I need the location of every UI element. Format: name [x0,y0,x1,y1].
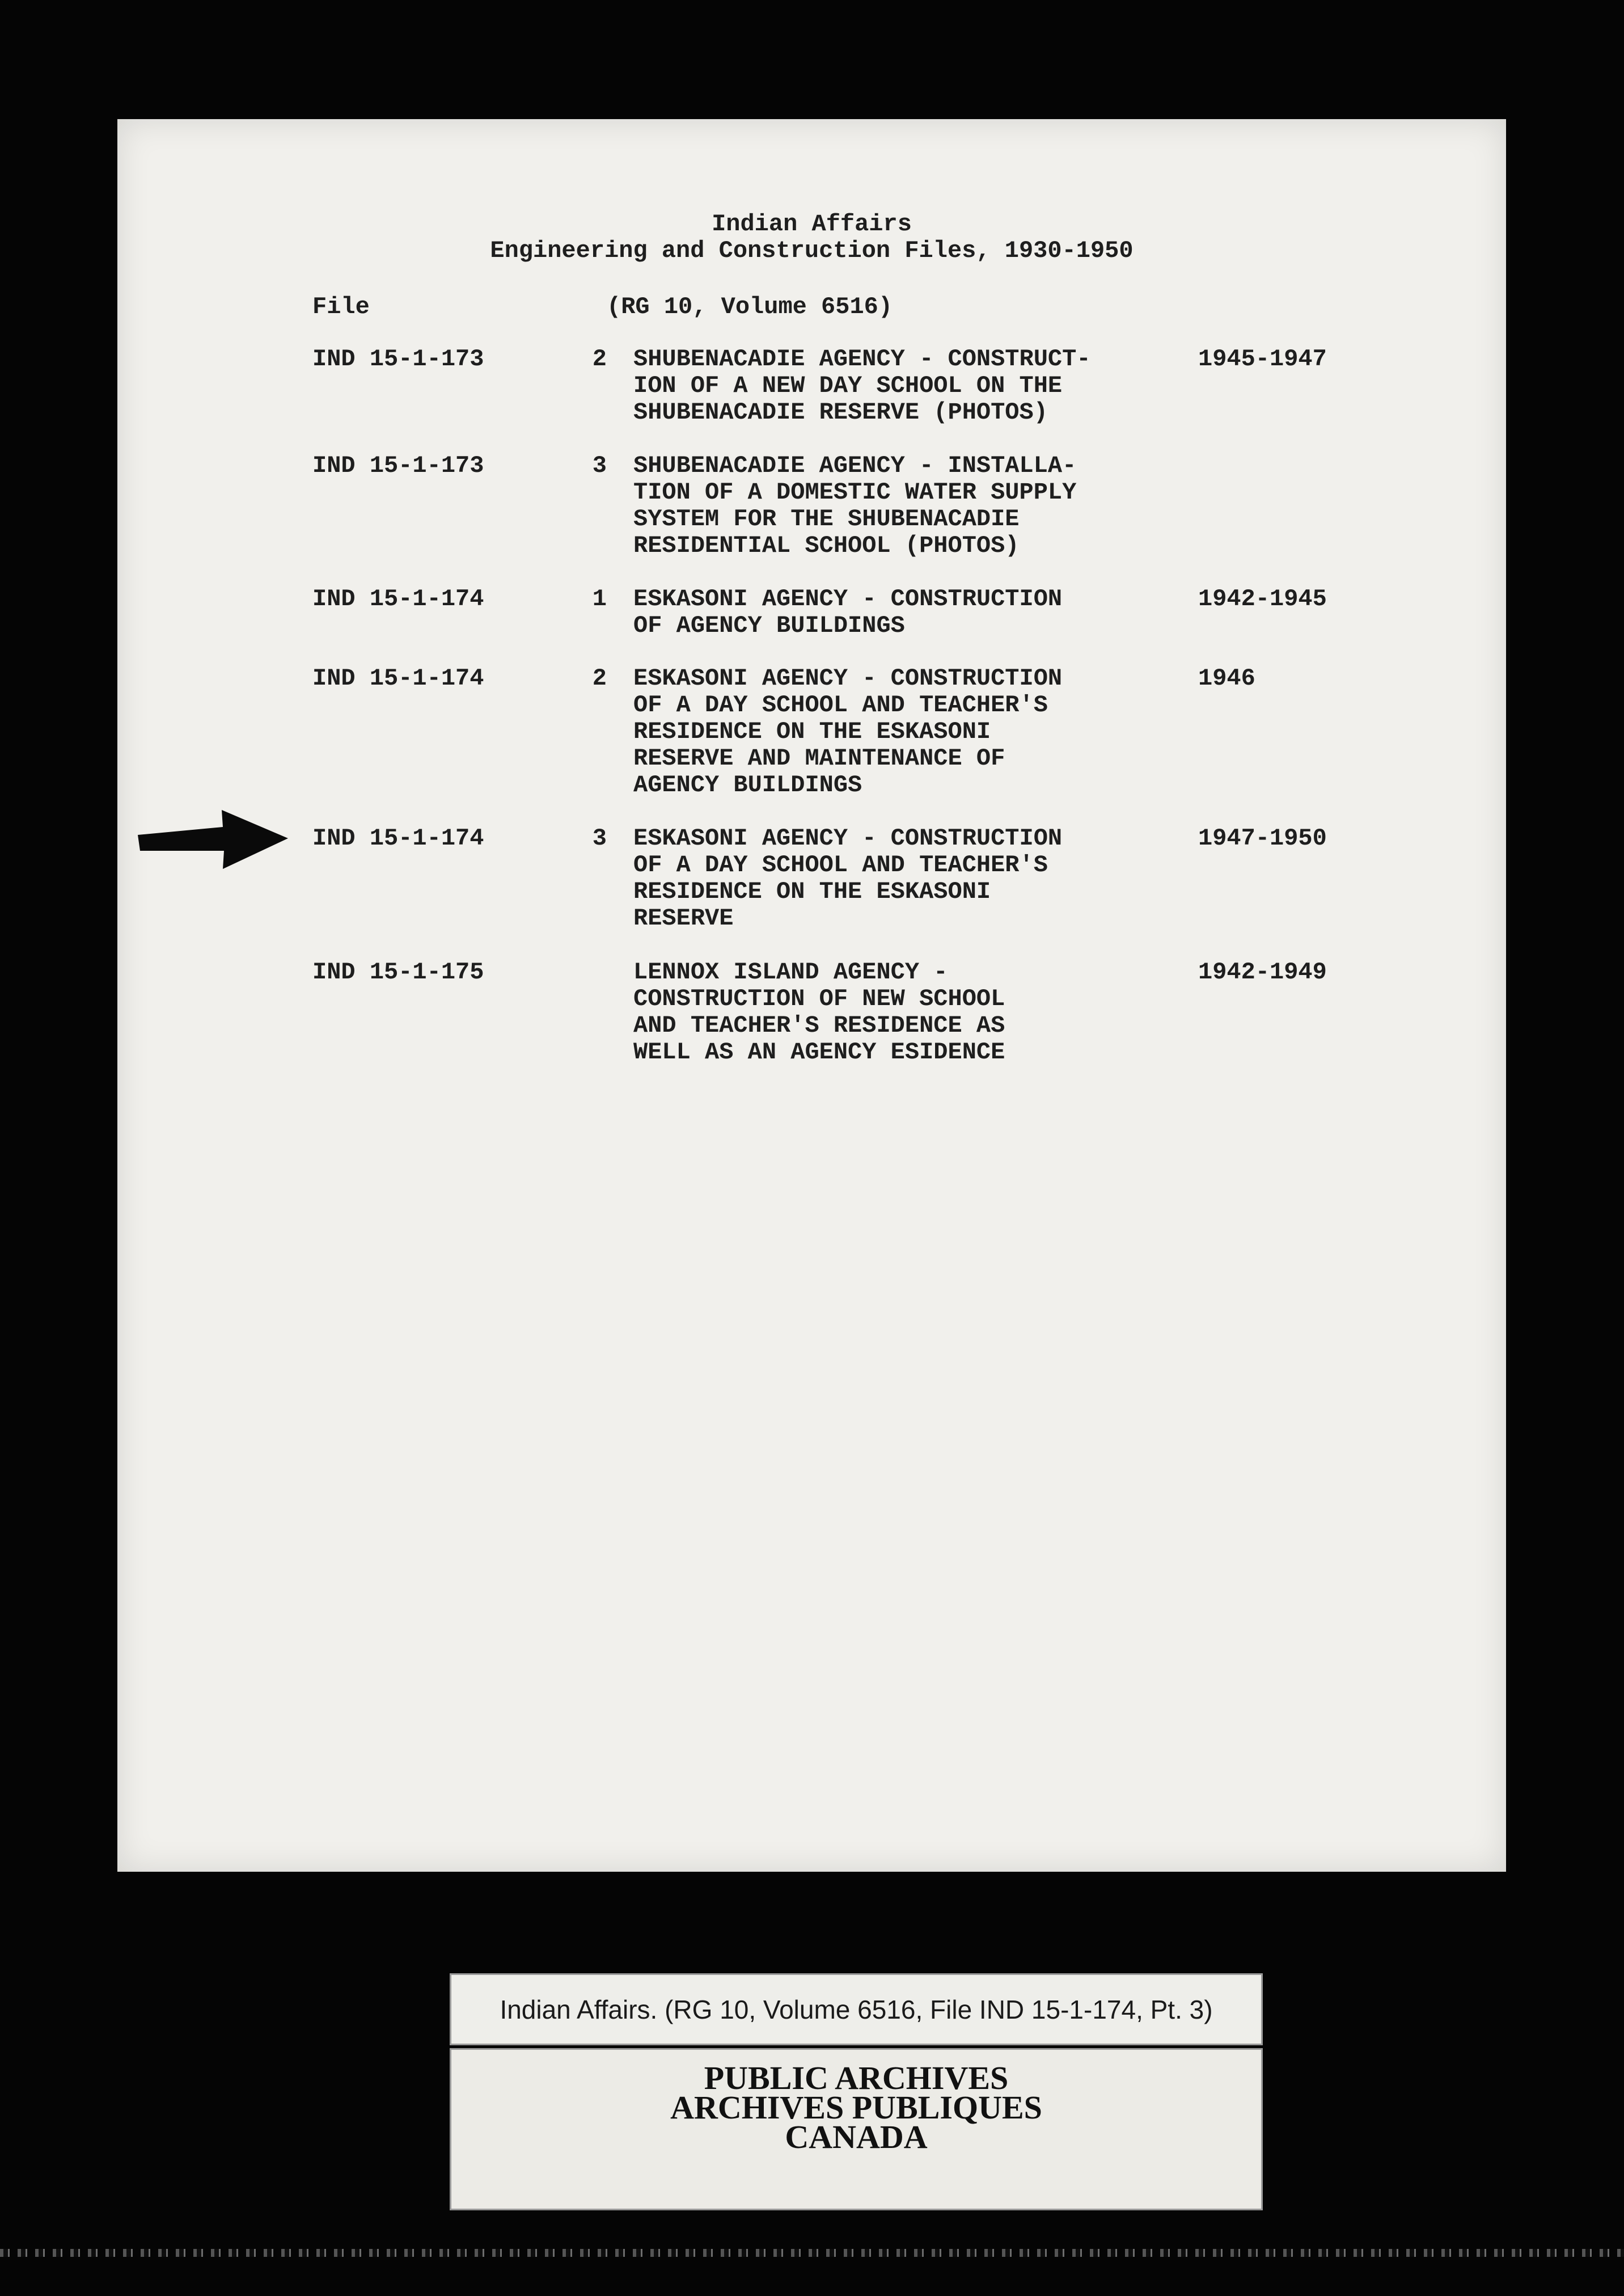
file-description [633,453,1076,559]
description-line: RESIDENTIAL SCHOOL (PHOTOS) [633,532,1020,559]
description-line: WELL AS AN AGENCY ESIDENCE [633,1039,1005,1066]
file-description [633,586,1062,639]
description-line: ESKASONI AGENCY - CONSTRUCTION [633,825,1063,852]
description-line: SHUBENACADIE AGENCY - INSTALLA- [633,452,1077,479]
file-part: 3 [592,825,607,852]
file-description [633,665,1062,799]
file-part: 2 [592,345,607,373]
document-subtitle: Engineering and Construction Files, 1930-1950 [490,237,1134,264]
file-dates: 1945-1947 [1198,345,1327,373]
caption-text: Indian Affairs. (RG 10, Volume 6516, File IND 15-1-174, Pt. 3) [500,1994,1213,2024]
archive-caption [450,1973,1263,2045]
description-line: ESKASONI AGENCY - CONSTRUCTION [633,585,1063,613]
file-number: IND 15-1-175 [312,959,484,986]
archives-stamp [450,2048,1263,2210]
description-line: RESERVE AND MAINTENANCE OF [633,745,1005,772]
description-line: OF A DAY SCHOOL AND TEACHER'S [633,691,1048,719]
document-page [117,119,1506,1872]
description-line: AND TEACHER'S RESIDENCE AS [633,1012,1005,1039]
file-description [633,346,1091,426]
description-line: RESIDENCE ON THE ESKASONI [633,718,991,745]
description-line: TION OF A DOMESTIC WATER SUPPLY [633,479,1077,506]
file-number: IND 15-1-173 [312,345,484,373]
description-line: SYSTEM FOR THE SHUBENACADIE [633,505,1020,533]
file-number: IND 15-1-173 [312,452,484,479]
volume-label: (RG 10, Volume 6516) [607,293,893,320]
arrow-right-icon [138,805,288,873]
file-description [633,959,1005,1066]
description-line: AGENCY BUILDINGS [633,771,862,799]
description-line: RESIDENCE ON THE ESKASONI [633,878,991,905]
film-edge [0,2249,1624,2257]
description-line: RESERVE [633,905,734,932]
file-dates: 1942-1949 [1198,959,1327,986]
file-number: IND 15-1-174 [312,825,484,852]
description-line: LENNOX ISLAND AGENCY - [633,959,948,986]
description-line: OF AGENCY BUILDINGS [633,612,905,639]
description-line: SHUBENACADIE AGENCY - CONSTRUCT- [633,345,1091,373]
document-header [117,211,1506,264]
file-part: 3 [592,452,607,479]
file-dates: 1947-1950 [1198,825,1327,852]
description-line: CONSTRUCTION OF NEW SCHOOL [633,985,1005,1012]
stamp-line: PUBLIC ARCHIVES [704,2059,1009,2096]
file-number: IND 15-1-174 [312,665,484,692]
description-line: ESKASONI AGENCY - CONSTRUCTION [633,665,1063,692]
description-line: ION OF A NEW DAY SCHOOL ON THE [633,372,1063,399]
stamp-line: CANADA [785,2118,928,2155]
description-line: SHUBENACADIE RESERVE (PHOTOS) [633,399,1048,426]
file-part: 1 [592,585,607,613]
file-dates: 1942-1945 [1198,585,1327,613]
file-number: IND 15-1-174 [312,585,484,613]
stamp-line: ARCHIVES PUBLIQUES [670,2089,1042,2126]
file-dates: 1946 [1198,665,1255,692]
file-description [633,825,1062,932]
file-column-label: File [312,293,370,320]
document-title: Indian Affairs [712,210,912,238]
file-part: 2 [592,665,607,692]
description-line: OF A DAY SCHOOL AND TEACHER'S [633,851,1048,879]
